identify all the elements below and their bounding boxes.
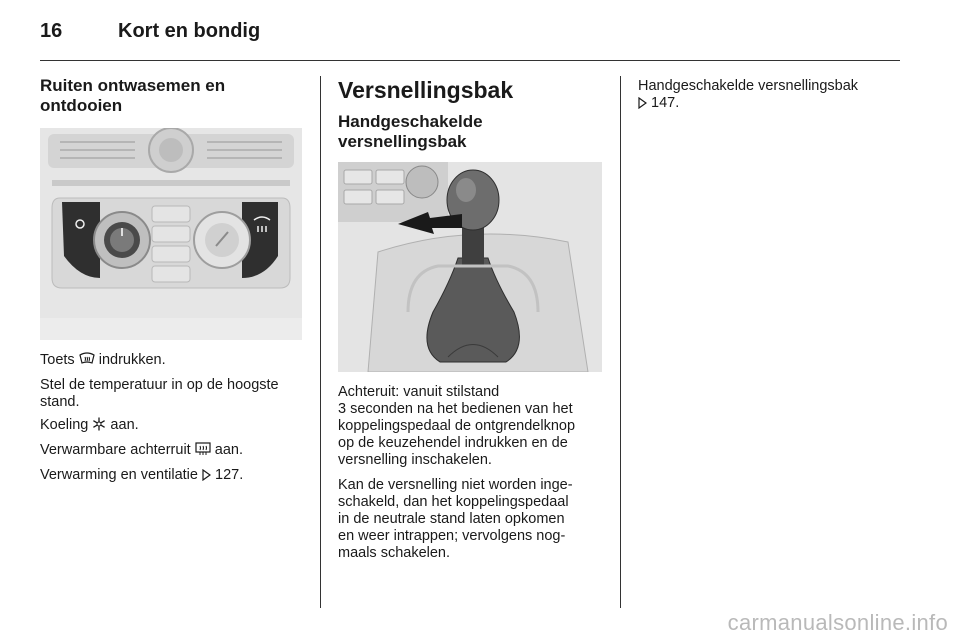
instruction-step: Verwarmbare achterruit aan. [40, 442, 302, 461]
section-title [40, 76, 302, 116]
page-ref-arrow-icon [638, 97, 647, 114]
section-title: Versnellingsbak [338, 77, 514, 103]
column-divider [320, 76, 321, 608]
paragraph: Achteruit: vanuit stilstand 3 seconden na het bedienen van het koppelingspedaal de ontgrendelknop op de keuzehendel indrukken en de versnelling inschakelen. [338, 384, 576, 468]
climate-control-panel-image [40, 128, 302, 340]
instruction-step: Stel de temperatuur in op de hoogste stand. [40, 377, 279, 410]
instruction-list [40, 352, 302, 486]
subsection-title [338, 112, 602, 152]
gear-lever-image [338, 162, 602, 372]
gear-lever-illustration [338, 162, 602, 372]
column-divider [620, 76, 621, 608]
page-ref-arrow-icon [202, 469, 211, 486]
section-title-line: ontdooien [40, 96, 123, 115]
section-title-line: Ruiten ontwasemen en [40, 76, 226, 95]
page-number: 16 [40, 20, 63, 42]
rear-window-heater-icon [195, 442, 211, 461]
subsection-title-line: versnellingsbak [338, 132, 467, 151]
left-column [40, 76, 302, 486]
snowflake-icon [92, 417, 106, 436]
watermark: carmanualsonline.info [727, 610, 948, 635]
climate-control-panel-illustration [40, 128, 302, 340]
chapter-title: Kort en bondig [118, 20, 261, 42]
instruction-step: Koeling aan. [40, 417, 302, 436]
right-column [638, 76, 900, 114]
cross-reference: Handgeschakelde versnellingsbak 147. [638, 78, 900, 114]
middle-column [338, 76, 602, 562]
windshield-defrost-icon [79, 352, 95, 371]
page-header [40, 18, 900, 58]
instruction-step: Toets indrukken. [40, 352, 302, 371]
reverse-gear-instructions [338, 384, 602, 562]
paragraph: Kan de versnelling niet worden inge- schakeld, dan het koppelingspedaal in de neutrale stand laten opkomen en weer intrappen; vervolgens nog- maals schakelen. [338, 477, 573, 561]
header-rule [40, 60, 900, 61]
instruction-step: Verwarming en ventilatie 127. [40, 467, 302, 486]
subsection-title-line: Handgeschakelde [338, 112, 483, 131]
